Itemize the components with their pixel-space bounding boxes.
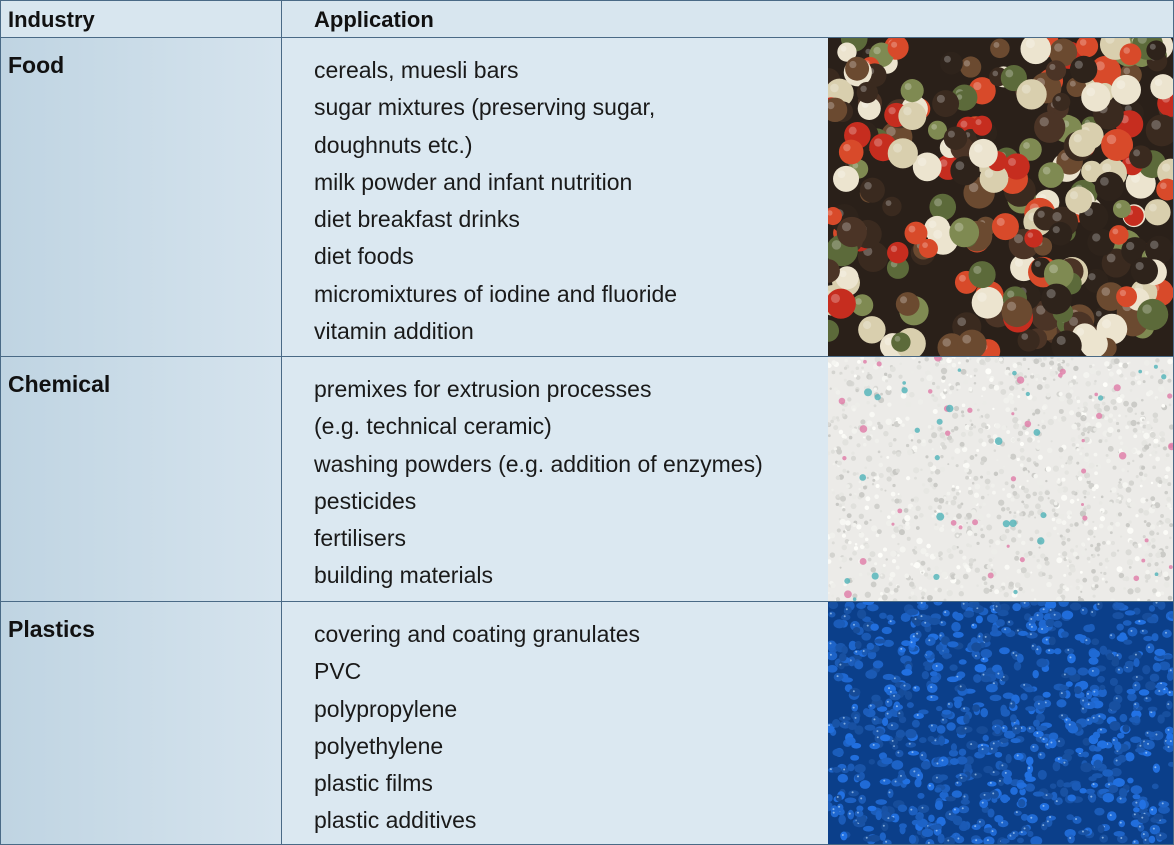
header-application-label: Application	[314, 7, 434, 32]
application-cell	[282, 357, 828, 601]
header-industry-label: Industry	[8, 7, 95, 32]
application-cell	[282, 38, 828, 356]
application-item: micromixtures of iodine and fluoride	[314, 280, 678, 307]
peppercorns-photo	[828, 38, 1173, 356]
table-row-food	[1, 38, 1173, 357]
application-item: vitamin addition	[314, 318, 474, 345]
application-item: fertilisers	[314, 525, 407, 552]
washing-powder-photo	[828, 357, 1173, 601]
blue-plastic-granulate-photo	[828, 602, 1173, 844]
application-item: diet breakfast drinks	[314, 206, 520, 233]
application-item: building materials	[314, 562, 493, 589]
application-item: doughnuts etc.)	[314, 131, 473, 158]
application-item: plastic films	[314, 770, 433, 797]
application-item: milk powder and infant nutrition	[314, 168, 633, 195]
application-item: polypropylene	[314, 695, 458, 722]
industry-label: Plastics	[8, 616, 95, 642]
industry-label: Chemical	[8, 371, 111, 397]
application-list	[314, 371, 763, 595]
application-list	[314, 52, 677, 350]
application-item: polyethylene	[314, 732, 444, 759]
application-list	[314, 616, 640, 840]
application-item: sugar mixtures (preserving sugar,	[314, 94, 656, 121]
application-item: covering and coating granulates	[314, 621, 641, 647]
header-industry-cell	[1, 1, 282, 37]
application-item: premixes for extrusion processes	[314, 376, 652, 402]
industry-cell	[1, 602, 282, 844]
industry-label: Food	[8, 52, 65, 78]
application-item: washing powders (e.g. addition of enzymes)	[314, 450, 763, 477]
application-item: cereals, muesli bars	[314, 57, 519, 83]
industry-cell	[1, 357, 282, 601]
table-header	[1, 1, 1173, 38]
table-row-plastics	[1, 602, 1173, 844]
table-row-chemical	[1, 357, 1173, 602]
application-item: pesticides	[314, 487, 417, 514]
application-cell	[282, 602, 828, 844]
application-item: diet foods	[314, 243, 414, 270]
industry-cell	[1, 38, 282, 356]
application-item: plastic additives	[314, 807, 477, 834]
application-item: PVC	[314, 658, 362, 685]
application-item: (e.g. technical ceramic)	[314, 413, 552, 440]
